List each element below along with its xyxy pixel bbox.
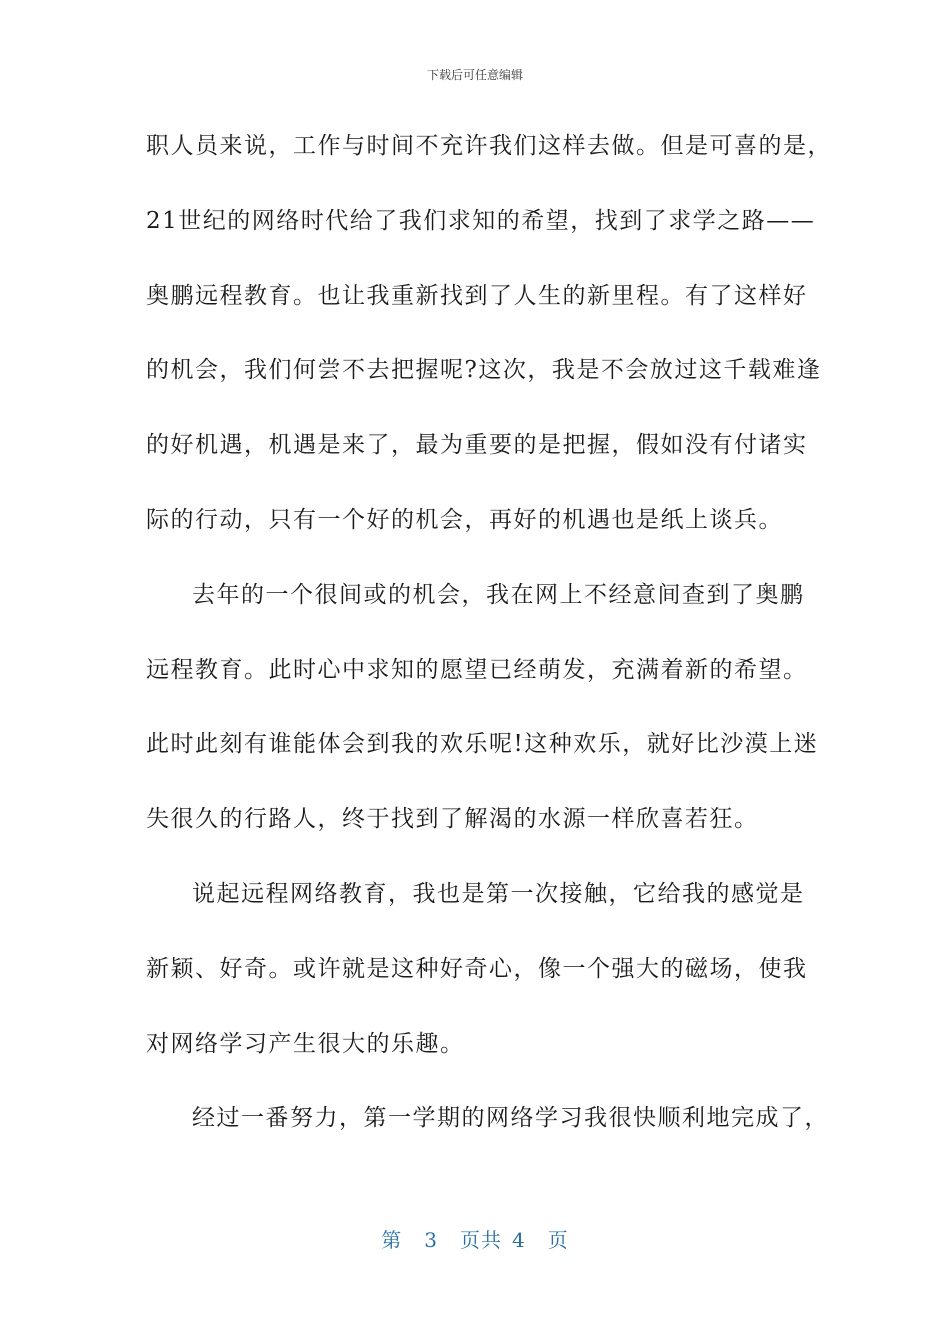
- paragraph-line: 失很久的行路人，终于找到了解渴的水源一样欣喜若狂。: [146, 806, 759, 833]
- paragraph-line: 远程教育。此时心中求知的愿望已经萌发，充满着新的希望。: [146, 656, 808, 683]
- footer-end-label: 页: [547, 1228, 569, 1252]
- paragraph-line: 经过一番努力，第一学期的网络学习我很快顺利地完成了，: [192, 1105, 829, 1132]
- paragraph-line: 去年的一个很间或的机会，我在网上不经意间查到了奥鹏: [192, 581, 805, 608]
- footer-total-pages: 4: [512, 1228, 526, 1252]
- footer-total-label: 页共: [460, 1228, 502, 1252]
- paragraph-line: 际的行动，只有一个好的机会，再好的机遇也是纸上谈兵。: [146, 506, 783, 533]
- paragraph-line: 的好机遇，机遇是来了，最为重要的是把握，假如没有付诸实: [146, 432, 808, 459]
- page-footer: [0, 1224, 950, 1253]
- paragraph-line: 21世纪的网络时代给了我们求知的希望，找到了求学之路——: [146, 207, 816, 234]
- paragraph-line: 对网络学习产生很大的乐趣。: [146, 1030, 465, 1057]
- document-body: [146, 121, 832, 1168]
- page-header: 下载后可任意编辑: [426, 68, 523, 82]
- paragraph-line: 奥鹏远程教育。也让我重新找到了人生的新里程。有了这样好: [146, 282, 808, 309]
- paragraph-line: 此时此刻有谁能体会到我的欢乐呢!这种欢乐，就好比沙漠上迷: [146, 731, 819, 758]
- footer-page-label: 第: [381, 1228, 403, 1252]
- paragraph-line: 的机会，我们何尝不去把握呢?这次，我是不会放过这千载难逢: [146, 357, 822, 384]
- paragraph-line: 说起远程网络教育，我也是第一次接触，它给我的感觉是: [192, 880, 805, 907]
- footer-current-page: 3: [424, 1228, 438, 1252]
- paragraph-line: 职人员来说，工作与时间不充许我们这样去做。但是可喜的是，: [146, 133, 832, 159]
- paragraph-line: 新颖、好奇。或许就是这种好奇心，像一个强大的磁场，使我: [146, 955, 808, 982]
